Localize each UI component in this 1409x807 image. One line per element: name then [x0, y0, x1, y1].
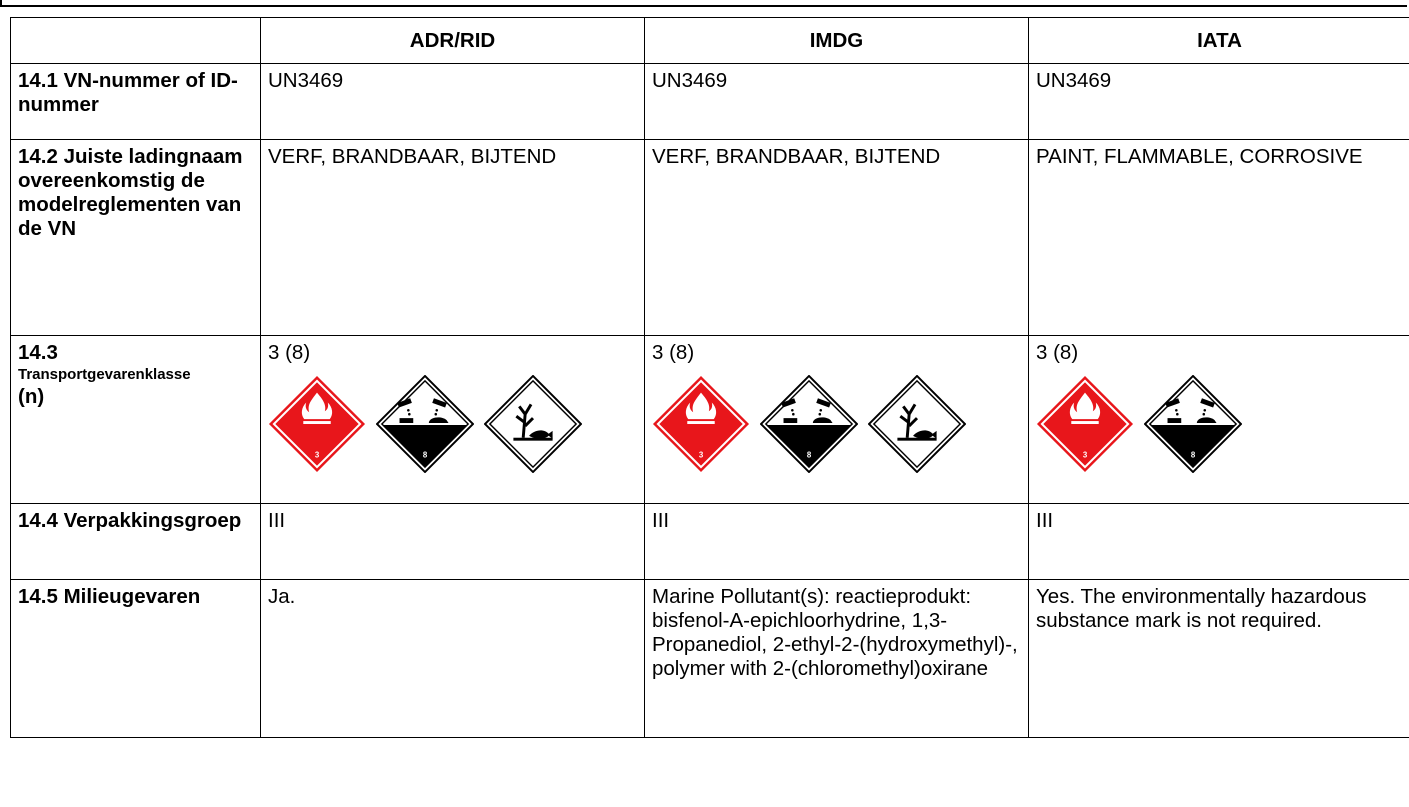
hazard-class-word: Transportgevarenklasse — [18, 366, 191, 383]
header-iata: IATA — [1029, 18, 1409, 64]
table-row-environment — [11, 580, 1409, 738]
corrosive-icon — [1144, 375, 1242, 473]
header-empty-cell — [11, 18, 261, 64]
cell-adr-un-number: UN3469 — [261, 64, 645, 140]
cell-imdg-environment: Marine Pollutant(s): reactieprodukt: bisfenol-A-epichloorhydrine, 1,3-Propanediol, 2-ethyl-2-(hydroxymethyl)-, polymer with 2-(chloromethyl)oxirane — [645, 580, 1029, 738]
cell-adr-environment: Ja. — [261, 580, 645, 738]
transport-info-table — [10, 17, 1409, 738]
cell-imdg-packing-group: III — [645, 504, 1029, 580]
cell-imdg-shipping-name: VERF, BRANDBAAR, BIJTEND — [645, 140, 1029, 336]
imdg-pictograms — [652, 375, 1022, 473]
table-row-packing-group — [11, 504, 1409, 580]
adr-class-text: 3 (8) — [268, 341, 311, 364]
adr-pictograms — [268, 375, 638, 473]
cell-imdg-un-number: UN3469 — [645, 64, 1029, 140]
flammable-liquid-icon — [652, 375, 750, 473]
table-row-shipping-name — [11, 140, 1409, 336]
cell-iata-environment: Yes. The environmentally hazardous substance mark is not required. — [1029, 580, 1409, 738]
cell-adr-packing-group: III — [261, 504, 645, 580]
cell-imdg-hazard-class — [645, 336, 1029, 504]
iata-pictograms — [1036, 375, 1404, 473]
table-row-hazard-class — [11, 336, 1409, 504]
environment-icon — [484, 375, 582, 473]
top-border-rule — [0, 0, 1407, 7]
row-label-packing-group: 14.4 Verpakkingsgroep — [11, 504, 261, 580]
flammable-liquid-icon — [268, 375, 366, 473]
header-imdg: IMDG — [645, 18, 1029, 64]
corrosive-icon — [376, 375, 474, 473]
iata-class-text: 3 (8) — [1036, 341, 1079, 364]
hazard-class-suffix: (n) — [18, 385, 45, 408]
flammable-liquid-icon — [1036, 375, 1134, 473]
row-label-shipping-name: 14.2 Juiste ladingnaam overeenkomstig de modelreglementen van de VN — [11, 140, 261, 336]
cell-adr-hazard-class — [261, 336, 645, 504]
hazard-class-number: 14.3 — [18, 341, 58, 364]
cell-iata-shipping-name: PAINT, FLAMMABLE, CORROSIVE — [1029, 140, 1409, 336]
imdg-class-text: 3 (8) — [652, 341, 695, 364]
row-label-un-number: 14.1 VN-nummer of ID-nummer — [11, 64, 261, 140]
table-row-un-number — [11, 64, 1409, 140]
cell-iata-packing-group: III — [1029, 504, 1409, 580]
row-label-environment: 14.5 Milieugevaren — [11, 580, 261, 738]
cell-iata-un-number: UN3469 — [1029, 64, 1409, 140]
header-row — [11, 18, 1409, 64]
environment-icon — [868, 375, 966, 473]
corrosive-icon — [760, 375, 858, 473]
cell-adr-shipping-name: VERF, BRANDBAAR, BIJTEND — [261, 140, 645, 336]
header-adr-rid: ADR/RID — [261, 18, 645, 64]
cell-iata-hazard-class — [1029, 336, 1409, 504]
row-label-hazard-class — [11, 336, 261, 504]
